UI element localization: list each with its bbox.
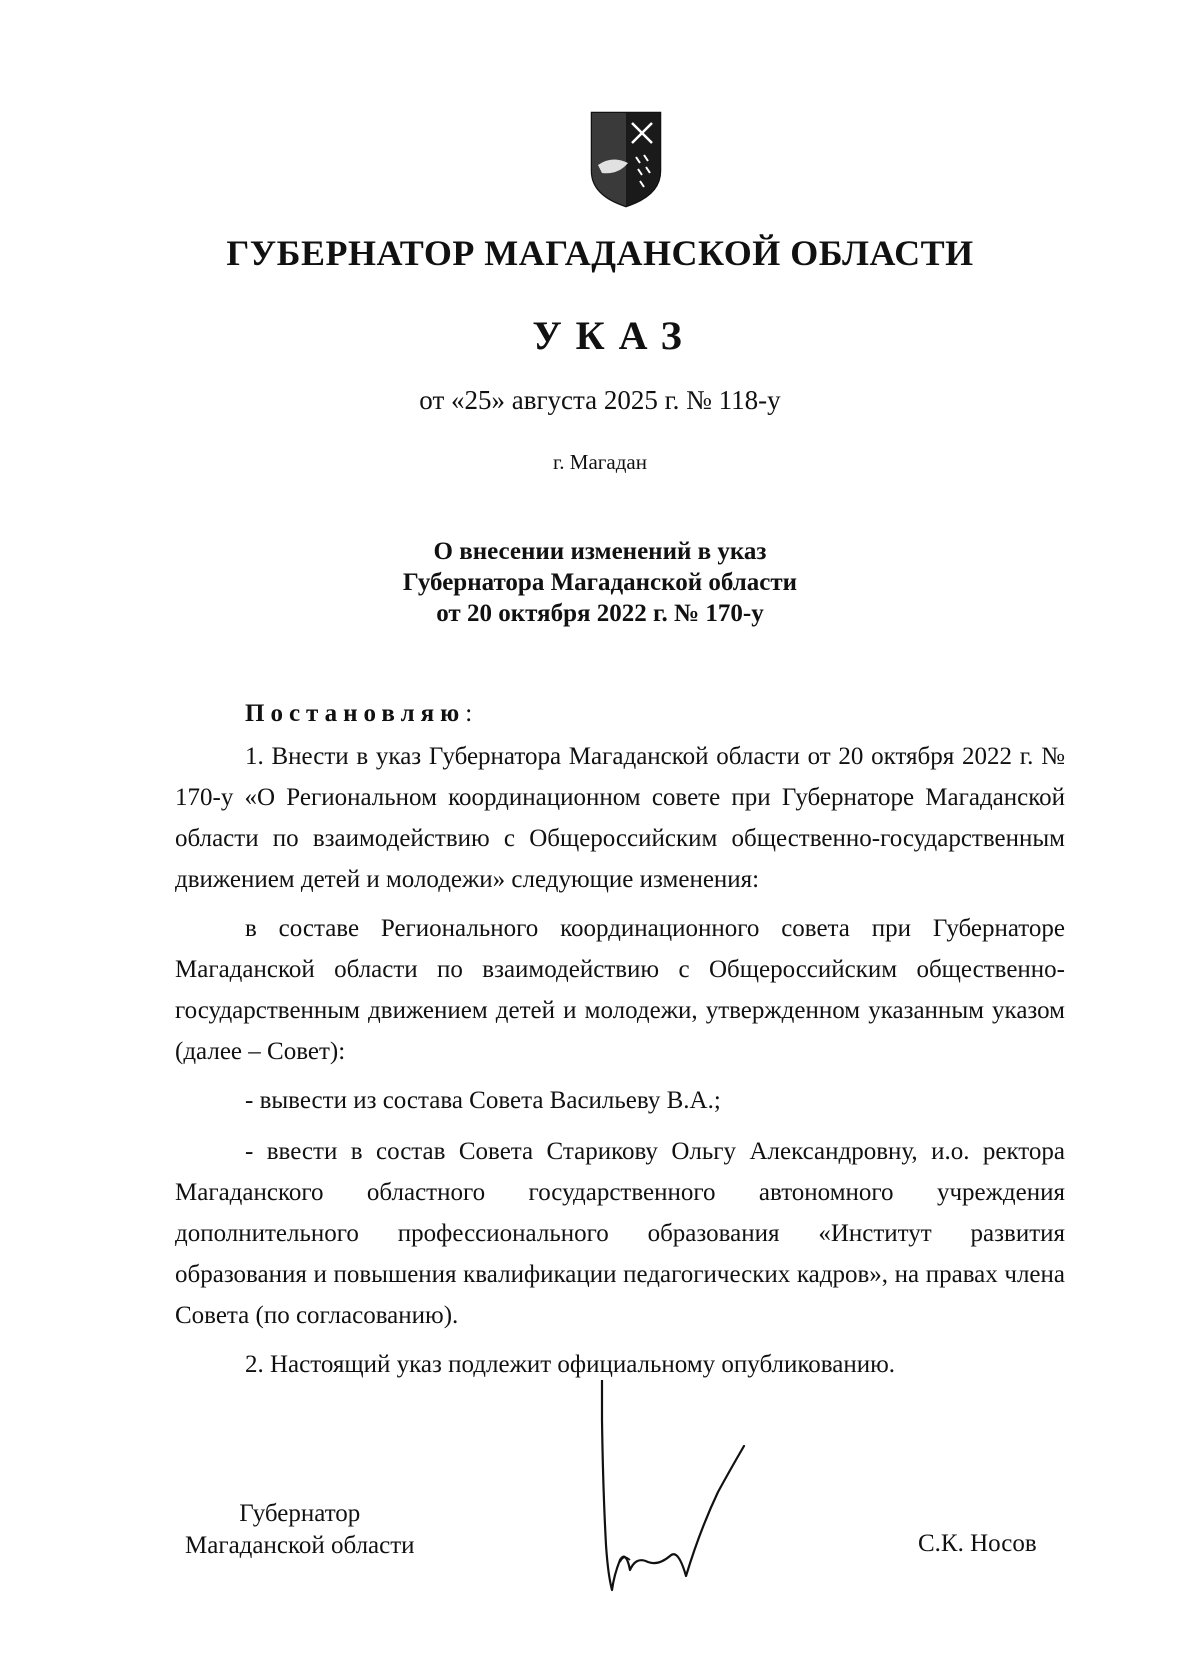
paragraph-5: 2. Настоящий указ подлежит официальному опубликованию. [245, 1351, 896, 1378]
resolve-heading [175, 693, 1065, 736]
subject-line: О внесении изменений в указ [433, 538, 767, 565]
subject-line: Губернатора Магаданской области [402, 569, 798, 596]
resolve-word: Постановляю [245, 700, 466, 727]
paragraph-3: - вывести из состава Совета Васильеву В.А.; [245, 1087, 721, 1114]
signatory-title-line: Губернатор [239, 1500, 361, 1527]
place-of-issue: г. Магадан [553, 450, 647, 474]
date-and-number: от «25» августа 2025 г. № 118-у [419, 385, 781, 415]
coat-of-arms-icon [588, 109, 664, 209]
paragraph-4: - ввести в состав Совета Старикову Ольгу Александровну, и.о. ректора Магаданского областного государственного автономного учреждения дополнительного профессионального образования «Институт развития образования и повышения квалификации педагогических кадров», на правах члена Совета (по согласованию). [175, 1138, 1065, 1329]
signatory-name: С.К. Носов [918, 1530, 1037, 1557]
signatory-title-line: Магаданской области [185, 1532, 415, 1559]
resolve-colon: : [465, 700, 473, 727]
document-subject [0, 536, 1200, 629]
document-body [175, 693, 1065, 1393]
issuing-authority: ГУБЕРНАТОР МАГАДАНСКОЙ ОБЛАСТИ [226, 233, 974, 273]
paragraph-1: 1. Внести в указ Губернатора Магаданской области от 20 октября 2022 г. № 170-у «О Региональном координационном совете при Губернаторе Магаданской области по взаимодействию с Общероссийским общественно-государственным движением детей и молодежи» следующие изменения: [175, 743, 1065, 893]
subject-line: от 20 октября 2022 г. № 170-у [436, 600, 764, 627]
signatory-title [185, 1498, 415, 1562]
paragraph-2: в составе Регионального координационного совета при Губернаторе Магаданской области по взаимодействию с Общероссийским общественно-государственным движением детей и молодежи, утвержденном указанным указом (далее – Совет): [175, 915, 1065, 1065]
document-type: УКАЗ [532, 313, 696, 358]
handwritten-signature [600, 1380, 800, 1600]
